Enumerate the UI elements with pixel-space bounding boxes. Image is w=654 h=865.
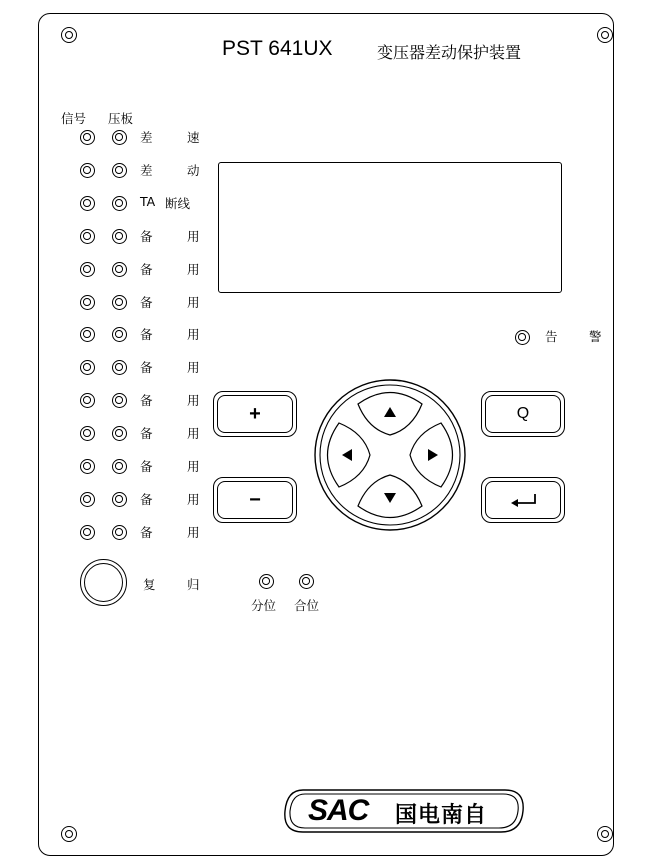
plate-led (112, 327, 127, 342)
screw-icon (597, 826, 613, 842)
signal-led (80, 229, 95, 244)
minus-button[interactable] (213, 477, 297, 523)
indicator-label-a: 差 (140, 163, 153, 178)
indicator-label-b: 用 (187, 426, 200, 441)
indicator-label-b: 用 (187, 327, 200, 342)
enter-arrow-icon (508, 491, 540, 511)
indicator-label-b: 用 (187, 393, 200, 408)
plate-led (112, 459, 127, 474)
screw-icon (597, 27, 613, 43)
plate-header: 压板 (108, 111, 134, 126)
signal-led (80, 327, 95, 342)
signal-led (80, 196, 95, 211)
plus-button[interactable] (213, 391, 297, 437)
indicator-label-b: 速 (187, 130, 200, 145)
signal-led (80, 393, 95, 408)
plate-led (112, 492, 127, 507)
signal-led (80, 525, 95, 540)
logo-mark: SAC (308, 794, 369, 827)
breaker-closed-led (299, 574, 314, 589)
indicator-label-a: 备 (140, 360, 153, 375)
alarm-label-b: 警 (589, 329, 602, 344)
down-button[interactable] (358, 475, 422, 518)
right-button[interactable] (410, 423, 453, 487)
indicator-label-a: 备 (140, 426, 153, 441)
indicator-label-b: 用 (187, 525, 200, 540)
minus-icon: − (249, 488, 261, 511)
alarm-led (515, 330, 530, 345)
breaker-open-label: 分位 (251, 598, 277, 613)
signal-led (80, 163, 95, 178)
screw-icon (61, 27, 77, 43)
indicator-label-a: 备 (140, 229, 153, 244)
plate-led (112, 525, 127, 540)
reset-label-a: 复 (143, 577, 156, 592)
indicator-label-a: 备 (140, 327, 153, 342)
indicator-label-b: 用 (187, 229, 200, 244)
up-button[interactable] (358, 393, 422, 436)
indicator-label-b: 用 (187, 492, 200, 507)
plate-led (112, 360, 127, 375)
indicator-label-b: 用 (187, 262, 200, 277)
sac-logo (281, 787, 527, 835)
signal-led (80, 295, 95, 310)
indicator-label-a: 备 (140, 262, 153, 277)
left-button[interactable] (328, 423, 371, 487)
indicator-label-b: 用 (187, 459, 200, 474)
plate-led (112, 262, 127, 277)
indicator-label-b: 用 (187, 360, 200, 375)
indicator-label-b: 断线 (165, 196, 191, 211)
indicator-label-b: 用 (187, 295, 200, 310)
indicator-label-b: 动 (187, 163, 200, 178)
enter-button[interactable] (481, 477, 565, 523)
indicator-label-a: 备 (140, 525, 153, 540)
plate-led (112, 295, 127, 310)
device-model: PST 641UX (222, 37, 333, 60)
plate-led (112, 229, 127, 244)
device-name: 变压器差动保护装置 (377, 43, 522, 62)
indicator-label-a: 备 (140, 459, 153, 474)
plus-icon: + (249, 402, 261, 425)
signal-led (80, 262, 95, 277)
reset-label-b: 归 (187, 577, 200, 592)
plate-led (112, 426, 127, 441)
indicator-label-a: TA (140, 194, 156, 209)
query-button[interactable] (481, 391, 565, 437)
reset-button[interactable] (80, 559, 127, 606)
screw-icon (61, 826, 77, 842)
indicator-label-a: 备 (140, 492, 153, 507)
signal-led (80, 130, 95, 145)
query-label: Q (516, 405, 530, 422)
plate-led (112, 393, 127, 408)
brand-name: 国电南自 (395, 803, 488, 828)
alarm-label-a: 告 (545, 329, 558, 344)
indicator-label-a: 备 (140, 393, 153, 408)
signal-header: 信号 (61, 111, 87, 126)
navigation-pad (312, 377, 468, 533)
lcd-display (218, 162, 562, 293)
signal-led (80, 459, 95, 474)
breaker-open-led (259, 574, 274, 589)
signal-led (80, 492, 95, 507)
signal-led (80, 360, 95, 375)
plate-led (112, 196, 127, 211)
signal-led (80, 426, 95, 441)
plate-led (112, 130, 127, 145)
plate-led (112, 163, 127, 178)
indicator-label-a: 备 (140, 295, 153, 310)
breaker-closed-label: 合位 (294, 598, 320, 613)
indicator-label-a: 差 (140, 130, 153, 145)
